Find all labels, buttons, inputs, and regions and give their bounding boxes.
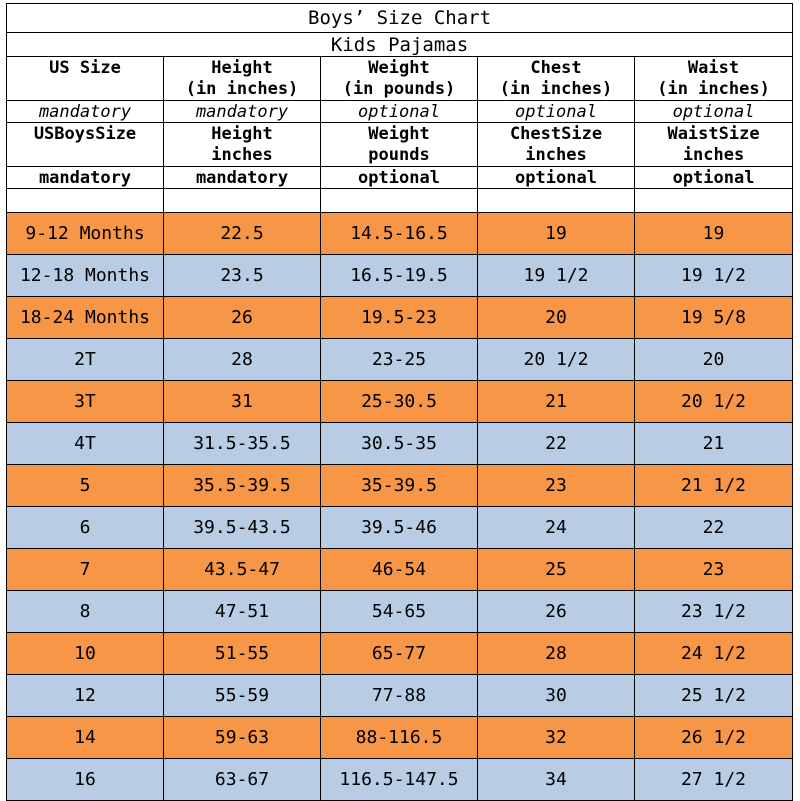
size-cell: 5: [7, 465, 164, 507]
size-cell: 9-12 Months: [7, 213, 164, 255]
header-cell: optional: [635, 167, 793, 189]
size-cell: 63-67: [164, 759, 321, 801]
header-cell: pounds: [321, 145, 478, 167]
size-cell: 19.5-23: [321, 297, 478, 339]
header-cell: inches: [478, 145, 635, 167]
header-cell: optional: [321, 167, 478, 189]
header-cell: (in inches): [635, 79, 793, 101]
size-cell: 30.5-35: [321, 423, 478, 465]
size-cell: 28: [164, 339, 321, 381]
header-cell: mandatory: [7, 101, 164, 123]
size-cell: 31: [164, 381, 321, 423]
size-cell: 34: [478, 759, 635, 801]
size-cell: 30: [478, 675, 635, 717]
header-cell: (in inches): [164, 79, 321, 101]
field-requirement-row: [7, 167, 793, 189]
size-cell: 24 1/2: [635, 633, 793, 675]
size-cell: 10: [7, 633, 164, 675]
header-cell: optional: [321, 101, 478, 123]
spacer-cell: [164, 189, 321, 213]
size-cell: 21 1/2: [635, 465, 793, 507]
size-row: [7, 465, 793, 507]
size-row: [7, 297, 793, 339]
size-cell: 4T: [7, 423, 164, 465]
size-cell: 55-59: [164, 675, 321, 717]
size-cell: 23.5: [164, 255, 321, 297]
field-name-row: [7, 123, 793, 145]
header-cell: optional: [635, 101, 793, 123]
size-cell: 23: [478, 465, 635, 507]
size-cell: 7: [7, 549, 164, 591]
size-cell: 25-30.5: [321, 381, 478, 423]
size-cell: 3T: [7, 381, 164, 423]
size-cell: 20: [478, 297, 635, 339]
title-row: [7, 4, 793, 33]
size-cell: 19: [478, 213, 635, 255]
size-row: [7, 213, 793, 255]
size-cell: 65-77: [321, 633, 478, 675]
header-cell: [7, 145, 164, 167]
spacer-row: [7, 189, 793, 213]
size-cell: 26 1/2: [635, 717, 793, 759]
size-cell: 46-54: [321, 549, 478, 591]
header-cell: optional: [478, 101, 635, 123]
size-cell: 27 1/2: [635, 759, 793, 801]
header-cell: WaistSize: [635, 123, 793, 145]
size-row: [7, 549, 793, 591]
size-cell: 22: [635, 507, 793, 549]
size-cell: 20 1/2: [635, 381, 793, 423]
column-title-row: [7, 57, 793, 79]
spacer-cell: [478, 189, 635, 213]
size-row: [7, 339, 793, 381]
header-cell: inches: [635, 145, 793, 167]
size-cell: 21: [478, 381, 635, 423]
size-cell: 19 1/2: [478, 255, 635, 297]
header-cell: optional: [478, 167, 635, 189]
chart-title: Boys’ Size Chart: [7, 4, 793, 33]
size-row: [7, 507, 793, 549]
size-cell: 25 1/2: [635, 675, 793, 717]
size-chart-body: [7, 4, 793, 801]
size-cell: 22.5: [164, 213, 321, 255]
size-cell: 23-25: [321, 339, 478, 381]
size-cell: 12-18 Months: [7, 255, 164, 297]
size-cell: 51-55: [164, 633, 321, 675]
spacer-cell: [7, 189, 164, 213]
header-cell: (in inches): [478, 79, 635, 101]
size-cell: 32: [478, 717, 635, 759]
size-cell: 16.5-19.5: [321, 255, 478, 297]
size-cell: 35-39.5: [321, 465, 478, 507]
size-cell: 20: [635, 339, 793, 381]
field-unit-row: [7, 145, 793, 167]
size-cell: 54-65: [321, 591, 478, 633]
chart-subtitle: Kids Pajamas: [7, 33, 793, 57]
size-row: [7, 255, 793, 297]
spacer-cell: [635, 189, 793, 213]
size-row: [7, 423, 793, 465]
size-cell: 26: [164, 297, 321, 339]
size-cell: 6: [7, 507, 164, 549]
size-cell: 18-24 Months: [7, 297, 164, 339]
size-cell: 12: [7, 675, 164, 717]
size-cell: 19 5/8: [635, 297, 793, 339]
header-cell: inches: [164, 145, 321, 167]
size-cell: 14.5-16.5: [321, 213, 478, 255]
header-cell: mandatory: [164, 101, 321, 123]
size-cell: 21: [635, 423, 793, 465]
size-cell: 2T: [7, 339, 164, 381]
size-row: [7, 591, 793, 633]
size-cell: 19: [635, 213, 793, 255]
spacer-cell: [321, 189, 478, 213]
size-cell: 39.5-46: [321, 507, 478, 549]
header-cell: Waist: [635, 57, 793, 79]
size-row: [7, 717, 793, 759]
size-cell: 20 1/2: [478, 339, 635, 381]
header-cell: US Size: [7, 57, 164, 79]
size-cell: 43.5-47: [164, 549, 321, 591]
size-cell: 19 1/2: [635, 255, 793, 297]
header-cell: Height: [164, 57, 321, 79]
size-cell: 35.5-39.5: [164, 465, 321, 507]
size-row: [7, 759, 793, 801]
header-cell: mandatory: [7, 167, 164, 189]
size-cell: 47-51: [164, 591, 321, 633]
header-cell: Height: [164, 123, 321, 145]
header-cell: [7, 79, 164, 101]
size-cell: 23: [635, 549, 793, 591]
header-cell: Weight: [321, 57, 478, 79]
header-cell: mandatory: [164, 167, 321, 189]
header-cell: Chest: [478, 57, 635, 79]
column-requirement-row: [7, 101, 793, 123]
size-cell: 16: [7, 759, 164, 801]
size-cell: 116.5-147.5: [321, 759, 478, 801]
size-cell: 14: [7, 717, 164, 759]
header-cell: Weight: [321, 123, 478, 145]
size-cell: 24: [478, 507, 635, 549]
column-unit-row: [7, 79, 793, 101]
size-cell: 8: [7, 591, 164, 633]
size-cell: 22: [478, 423, 635, 465]
size-cell: 77-88: [321, 675, 478, 717]
size-row: [7, 675, 793, 717]
header-cell: (in pounds): [321, 79, 478, 101]
header-cell: USBoysSize: [7, 123, 164, 145]
size-cell: 39.5-43.5: [164, 507, 321, 549]
size-cell: 26: [478, 591, 635, 633]
size-cell: 28: [478, 633, 635, 675]
size-row: [7, 633, 793, 675]
size-cell: 59-63: [164, 717, 321, 759]
size-cell: 88-116.5: [321, 717, 478, 759]
size-cell: 31.5-35.5: [164, 423, 321, 465]
size-row: [7, 381, 793, 423]
size-cell: 23 1/2: [635, 591, 793, 633]
size-chart-table: [6, 3, 793, 801]
header-cell: ChestSize: [478, 123, 635, 145]
subtitle-row: [7, 33, 793, 57]
size-cell: 25: [478, 549, 635, 591]
